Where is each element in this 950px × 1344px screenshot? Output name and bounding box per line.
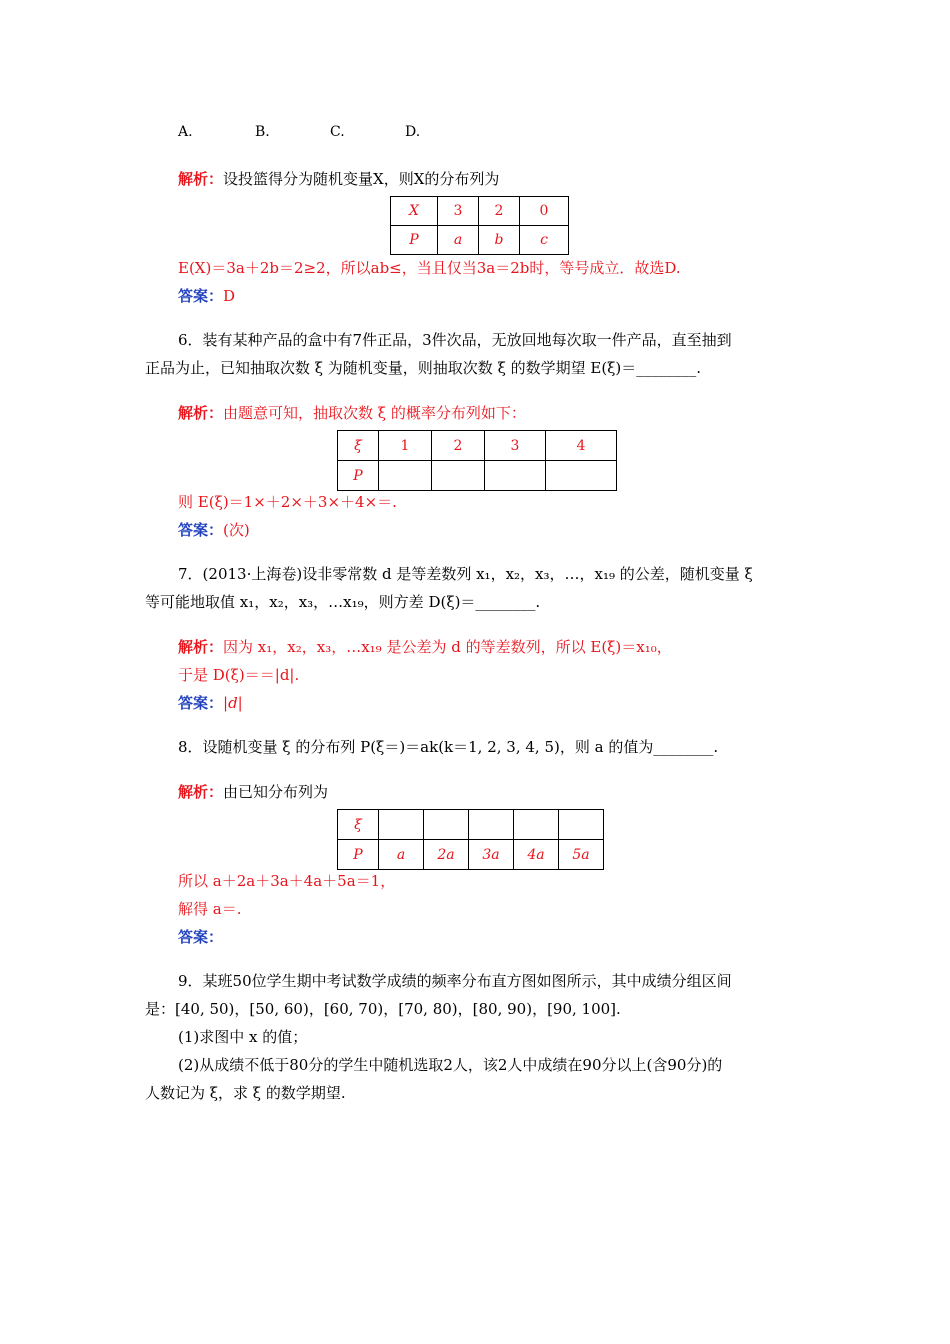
table-cell: 4 <box>546 431 617 461</box>
q8-question-line1: 8．设随机变量 ξ 的分布列 P(ξ＝)＝ak(k＝1, 2, 3, 4, 5)，则 a 的值为________. <box>178 738 719 756</box>
analysis-label: 解析： <box>178 170 224 188</box>
option-d: D. <box>405 124 421 140</box>
table-cell <box>546 461 617 491</box>
table-cell: a <box>379 840 424 870</box>
table-cell: P <box>338 840 379 870</box>
table-cell: 2 <box>479 197 520 226</box>
table-cell <box>514 810 559 840</box>
table-cell: 3a <box>469 840 514 870</box>
option-b: B. <box>255 124 270 140</box>
q6-answer <box>178 519 250 540</box>
q9-question-line4: (2)从成绩不低于80分的学生中随机选取2人，该2人中成绩在90分以上(含90分)的 <box>178 1056 723 1074</box>
q7-answer <box>178 692 243 713</box>
table-cell: 5a <box>559 840 604 870</box>
analysis-label: 解析： <box>178 638 224 656</box>
analysis-text: 设投篮得分为随机变量X，则X的分布列为 <box>223 170 500 188</box>
answer-label: 答案： <box>178 928 224 946</box>
answer-value: D <box>223 287 236 305</box>
table-cell: 2a <box>424 840 469 870</box>
table-cell: a <box>438 226 479 255</box>
table-cell: P <box>391 226 438 255</box>
q8-answer <box>178 926 223 947</box>
answer-label: 答案： <box>178 521 224 539</box>
q8-analysis <box>178 781 328 802</box>
table-cell: 1 <box>379 431 432 461</box>
analysis-label: 解析： <box>178 404 224 422</box>
q5-conclusion: E(X)＝3a＋2b＝2≥2，所以ab≤，当且仅当3a＝2b时，等号成立．故选D. <box>178 259 681 277</box>
table-cell: 3 <box>485 431 546 461</box>
option-a: A. <box>178 124 193 140</box>
q8-distribution-table <box>337 809 604 870</box>
table-cell <box>379 461 432 491</box>
q9-question-line5: 人数记为 ξ，求 ξ 的数学期望. <box>145 1084 346 1102</box>
q6-conclusion: 则 E(ξ)＝1×＋2×＋3×＋4×＝. <box>178 493 397 511</box>
table-cell <box>432 461 485 491</box>
table-cell: 3 <box>438 197 479 226</box>
analysis-text: 因为 x₁，x₂，x₃，…x₁₉ 是公差为 d 的等差数列，所以 E(ξ)＝x₁₀， <box>223 638 672 656</box>
answer-value: |d| <box>223 694 243 712</box>
q9-question-line3: (1)求图中 x 的值； <box>178 1028 308 1046</box>
table-cell: 0 <box>520 197 569 226</box>
q8-sum-line: 所以 a＋2a＋3a＋4a＋5a＝1， <box>178 872 396 890</box>
q9-question-line1: 9．某班50位学生期中考试数学成绩的频率分布直方图如图所示，其中成绩分组区间 <box>178 972 732 990</box>
answer-label: 答案： <box>178 694 224 712</box>
analysis-text: 由已知分布列为 <box>223 783 329 801</box>
table-cell: b <box>479 226 520 255</box>
q6-question-line1: 6．装有某种产品的盒中有7件正品，3件次品，无放回地每次取一件产品，直至抽到 <box>178 331 732 349</box>
table-cell <box>469 810 514 840</box>
table-cell: P <box>338 461 379 491</box>
table-cell <box>485 461 546 491</box>
answer-value: (次) <box>223 521 250 539</box>
q6-distribution-table <box>337 430 617 491</box>
table-cell: ξ <box>338 431 379 461</box>
q5-analysis <box>178 168 499 189</box>
q7-question-line2: 等可能地取值 x₁，x₂，x₃，…x₁₉，则方差 D(ξ)＝________. <box>145 593 541 611</box>
analysis-text: 由题意可知，抽取次数 ξ 的概率分布列如下： <box>223 404 526 422</box>
q5-distribution-table <box>390 196 569 255</box>
q7-analysis-line2: 于是 D(ξ)＝＝|d|. <box>178 666 300 684</box>
q7-question-line1: 7．(2013·上海卷)设非零常数 d 是等差数列 x₁，x₂，x₃，…，x₁₉ 的公差，随机变量 ξ <box>178 565 753 583</box>
table-cell: 4a <box>514 840 559 870</box>
q8-solve-line: 解得 a＝. <box>178 900 242 918</box>
q5-answer <box>178 285 235 306</box>
q6-question-line2: 正品为止，已知抽取次数 ξ 为随机变量，则抽取次数 ξ 的数学期望 E(ξ)＝________. <box>145 359 702 377</box>
q7-analysis <box>178 636 672 657</box>
table-cell <box>424 810 469 840</box>
option-c: C. <box>330 124 345 140</box>
table-cell <box>559 810 604 840</box>
table-cell: X <box>391 197 438 226</box>
table-cell: c <box>520 226 569 255</box>
q6-analysis <box>178 402 526 423</box>
analysis-label: 解析： <box>178 783 224 801</box>
answer-label: 答案： <box>178 287 224 305</box>
q9-question-line2: 是：[40, 50)，[50, 60)，[60, 70)，[70, 80)，[80, 90)，[90, 100]. <box>145 1000 621 1018</box>
table-cell: 2 <box>432 431 485 461</box>
table-cell <box>379 810 424 840</box>
table-cell: ξ <box>338 810 379 840</box>
